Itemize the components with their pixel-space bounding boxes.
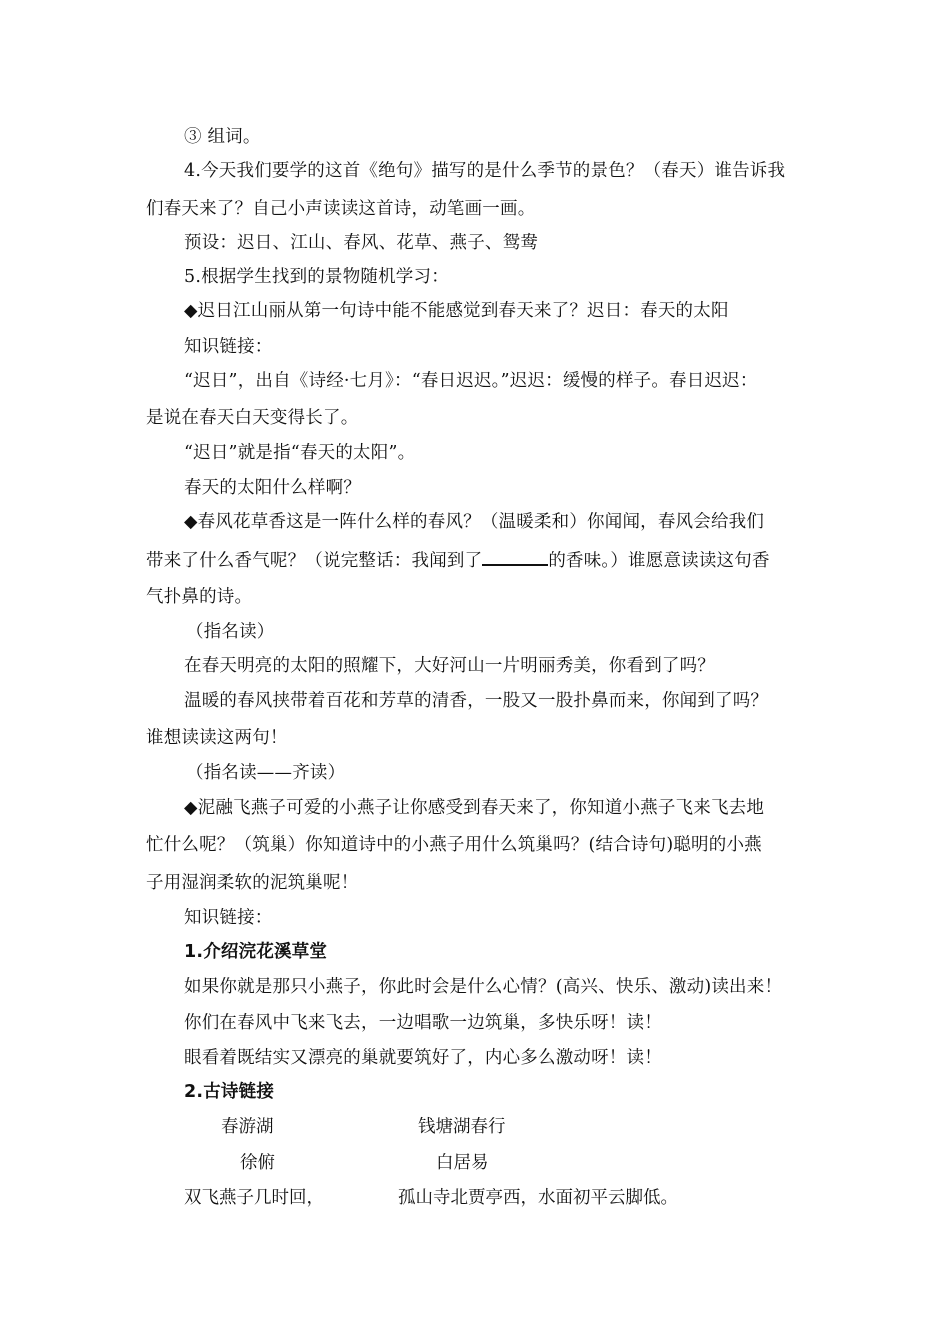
text-line: 温暖的春风挟带着百花和芳草的清香，一股又一股扑鼻而来，你闻到了吗？ — [184, 691, 769, 711]
fill-in-blank — [482, 547, 548, 566]
text-line: 是说在春天白天变得长了。 — [146, 408, 359, 428]
poem-author: 徐俯 — [240, 1153, 275, 1173]
text-line: 谁想读读这两句！ — [146, 728, 288, 748]
text-line: 5.根据学生找到的景物随机学习： — [184, 267, 449, 287]
text-line: 如果你就是那只小燕子，你此时会是什么心情？(高兴、快乐、激动)读出来！ — [184, 977, 783, 997]
text-line: ◆春风花草香这是一阵什么样的春风？（温暖柔和）你闻闻，春风会给我们 — [184, 512, 765, 532]
text-line: ◆泥融飞燕子可爱的小燕子让你感受到春天来了，你知道小燕子飞来飞去地 — [184, 798, 765, 818]
text-line: ③ 组词。 — [184, 127, 261, 147]
text-line: 4.今天我们要学的这首《绝句》描写的是什么季节的景色？（春天）谁告诉我 — [184, 161, 786, 181]
text-line: ◆迟日江山丽从第一句诗中能不能感觉到春天来了？迟日：春天的太阳 — [184, 301, 729, 321]
text-segment: 的香味。）谁愿意读读这句香 — [548, 551, 770, 571]
text-line: 预设：迟日、江山、春风、花草、燕子、鸳鸯 — [184, 233, 538, 253]
section-heading: 1.介绍浣花溪草堂 — [184, 942, 328, 962]
text-line: （指名读） — [186, 622, 275, 642]
section-heading: 2.古诗链接 — [184, 1082, 275, 1102]
text-segment: 带来了什么香气呢？（说完整话：我闻到了 — [146, 551, 483, 571]
text-line: 气扑鼻的诗。 — [146, 587, 253, 607]
text-line: 们春天来了？自己小声读读这首诗，动笔画一画。 — [146, 199, 536, 219]
text-line: 知识链接： — [184, 337, 273, 357]
text-line: 在春天明亮的太阳的照耀下，大好河山一片明丽秀美，你看到了吗？ — [184, 656, 715, 676]
poem-author: 白居易 — [436, 1153, 489, 1173]
text-line: （指名读——齐读） — [186, 763, 346, 783]
text-line: 眼看着既结实又漂亮的巢就要筑好了，内心多么激动呀！读！ — [184, 1048, 662, 1068]
poem-line: 孤山寺北贾亭西，水面初平云脚低。 — [398, 1188, 678, 1208]
text-line: 春天的太阳什么样啊？ — [184, 478, 361, 498]
text-line: “迟日”，出自《诗经·七月》：“春日迟迟。”迟迟：缓慢的样子。春日迟迟： — [184, 371, 758, 391]
text-line: “迟日”就是指“春天的太阳”。 — [184, 443, 416, 463]
text-line: 知识链接： — [184, 908, 273, 928]
text-line: 子用湿润柔软的泥筑巢呢！ — [146, 873, 359, 893]
poem-title: 春游湖 — [221, 1117, 274, 1137]
text-line: 你们在春风中飞来飞去，一边唱歌一边筑巢，多快乐呀！读！ — [184, 1013, 662, 1033]
poem-line: 双飞燕子几时回， — [184, 1188, 324, 1208]
text-line — [146, 547, 808, 573]
poem-title: 钱塘湖春行 — [418, 1117, 506, 1137]
text-line: 忙什么呢？（筑巢）你知道诗中的小燕子用什么筑巢吗？(结合诗句)聪明的小燕 — [146, 835, 762, 855]
